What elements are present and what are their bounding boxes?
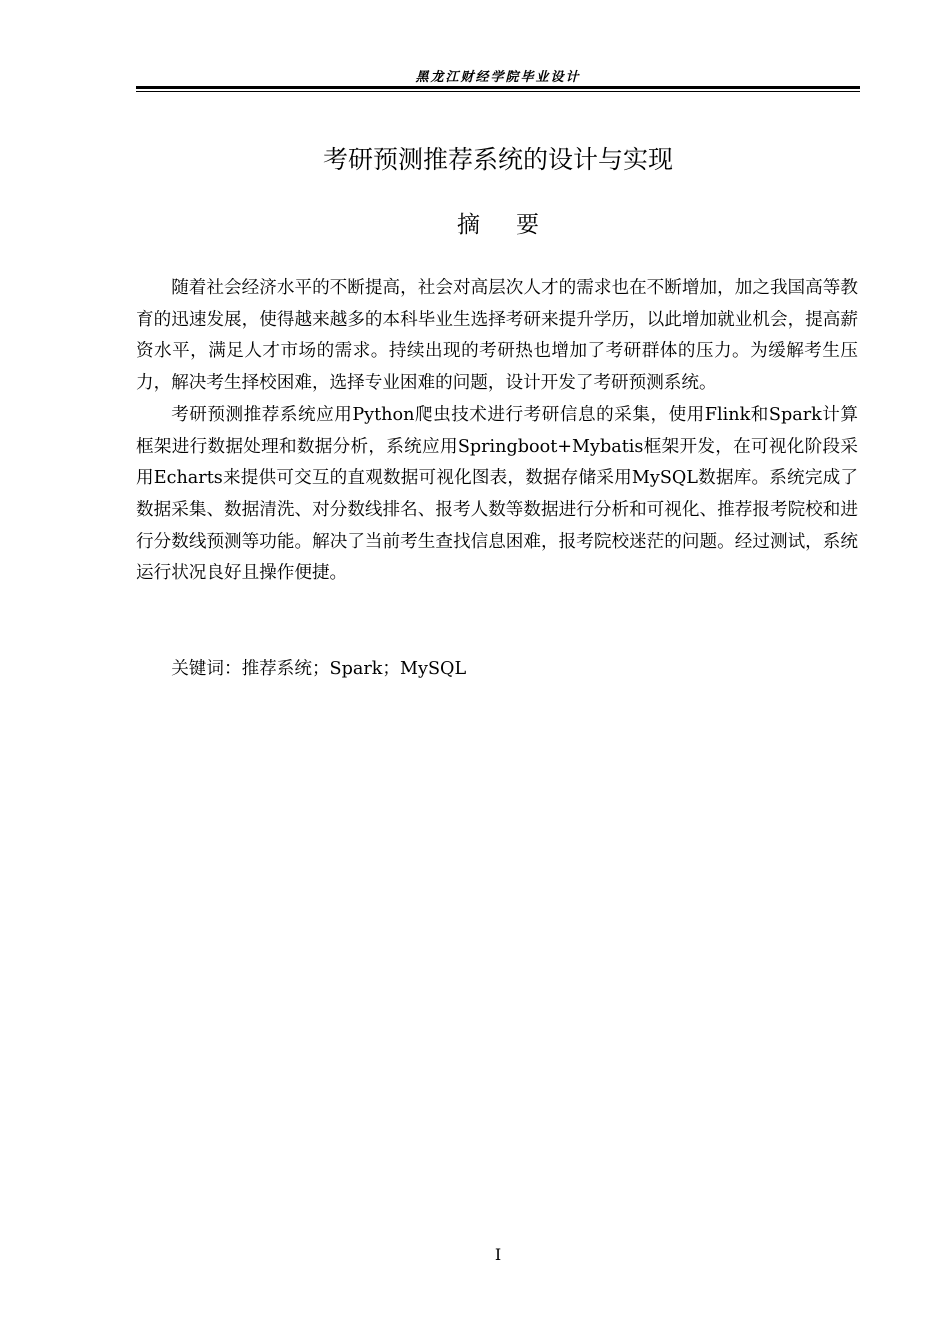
running-header: 黑龙江财经学院毕业设计 bbox=[415, 70, 581, 85]
page-number: I bbox=[494, 1245, 502, 1264]
keywords-value: 推荐系统；Spark；MySQL bbox=[241, 659, 467, 679]
abstract-paragraph-1: 随着社会经济水平的不断提高，社会对高层次人才的需求也在不断增加，加之我国高等教育的迅速发展，使得越来越多的本科毕业生选择考研来提升学历，以此增加就业机会，提高薪资水平，满足人才市场的需求。持续出现的考研热也增加了考研群体的压力。为缓解考生压力，解决考生择校困难，选择专业困难的问题，设计开发了考研预测系统。 bbox=[136, 278, 858, 394]
keywords-label: 关键词： bbox=[171, 659, 242, 679]
header-rule-thick bbox=[136, 86, 860, 89]
abstract-paragraph-2: 考研预测推荐系统应用Python爬虫技术进行考研信息的采集，使用Flink和Spark计算框架进行数据处理和数据分析，系统应用Springboot+Mybatis框架开发，在可视化阶段采用Echarts来提供可交互的直观数据可视化图表，数据存储采用MySQL数据库。系统完成了数据采集、数据清洗、对分数线排名、报考人数等数据进行分析和可视化、推荐报考院校和进行分数线预测等功能。解决了当前考生查找信息困难，报考院校迷茫的问题。经过测试，系统运行状况良好且操作便捷。 bbox=[136, 404, 858, 584]
document-title: 考研预测推荐系统的设计与实现 bbox=[322, 145, 673, 174]
abstract-heading: 摘要 bbox=[457, 212, 575, 238]
header-rule-thin bbox=[136, 91, 860, 92]
keywords-line bbox=[136, 654, 858, 686]
abstract-body bbox=[136, 273, 858, 590]
